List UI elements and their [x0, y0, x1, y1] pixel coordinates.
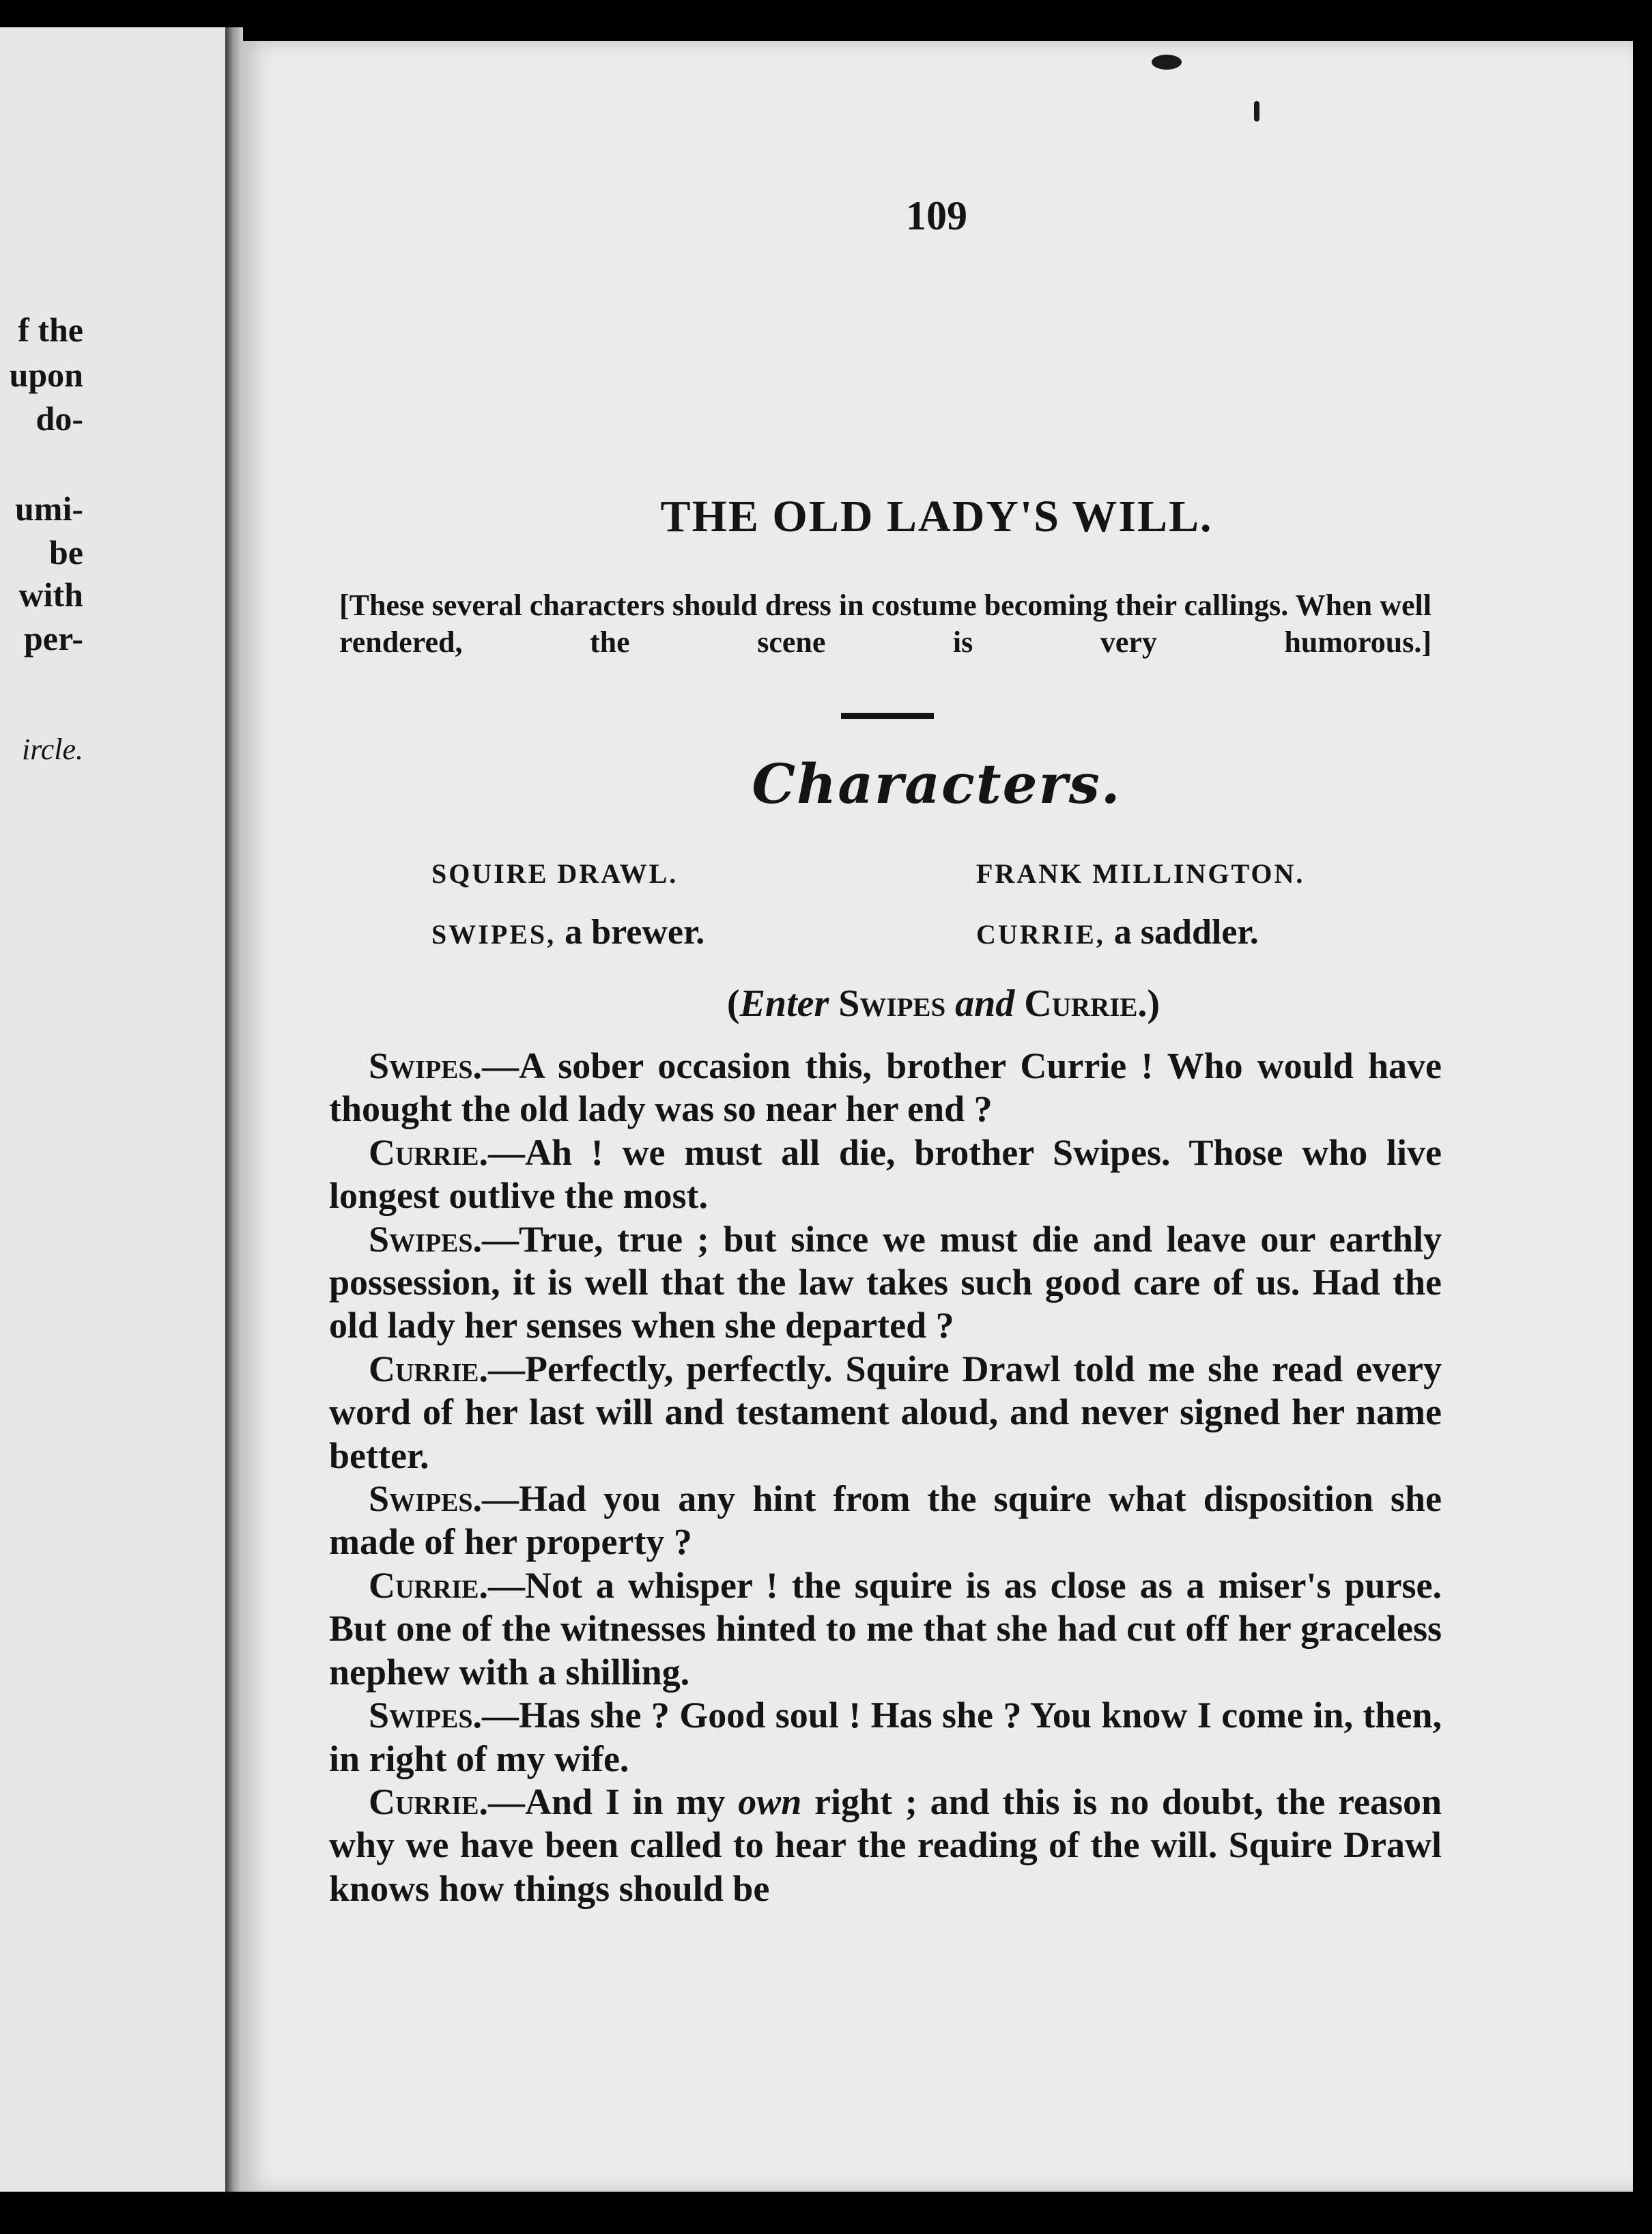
left-page-fragment: with: [18, 576, 83, 614]
dialogue-text: .—Perfectly, perfectly. Squire Drawl told me she read every word of her last will and testament aloud, and never signed her name better.: [329, 1348, 1442, 1476]
dialogue-text: right ; and this is no doubt, the reason why we have been called to hear the reading of the will. Squire Drawl knows how things should be: [329, 1781, 1442, 1909]
dialogue-line: [329, 1564, 1442, 1694]
dialogue-text: .—A sober occasion this, brother Currie ! Who would have thought the old lady was so near her end ?: [329, 1045, 1442, 1130]
left-page-fragment: umi-: [15, 490, 83, 528]
dialogue-line: [329, 1694, 1442, 1781]
character-entry: [976, 912, 1259, 952]
paren: (: [726, 982, 740, 1025]
speaker-name: Currie: [369, 1131, 479, 1173]
character-name: SWIPES,: [431, 919, 556, 950]
page-title: THE OLD LADY'S WILL.: [660, 492, 1213, 541]
ink-spot: [1254, 101, 1259, 122]
dialogue-text: .—Not a whisper ! the squire is as close as a miser's purse. But one of the witnesses hinted to me that she had cut off her graceless nephew with a shilling.: [329, 1564, 1442, 1693]
speaker-name: Swipes: [369, 1478, 473, 1520]
dialogue-line: [329, 1477, 1442, 1564]
stage-direction-name: Swipes: [838, 982, 946, 1025]
dialogue-line: [329, 1218, 1442, 1348]
paren: .): [1137, 982, 1160, 1025]
speaker-name: Swipes: [369, 1695, 473, 1736]
left-page-fragment: ircle.: [22, 733, 83, 766]
left-page-fragment: f the: [18, 311, 83, 349]
left-page-fragment: do-: [35, 399, 83, 438]
characters-heading: Characters.: [752, 752, 1122, 816]
stage-direction-and: and: [955, 982, 1015, 1025]
left-page-fragment: upon: [9, 356, 83, 394]
right-page: [240, 41, 1633, 2192]
character-description: a saddler.: [1113, 913, 1259, 952]
stage-direction: [602, 982, 1285, 1025]
divider-rule: [841, 713, 934, 719]
character-name: FRANK MILLINGTON.: [976, 858, 1305, 889]
speaker-name: Currie: [369, 1564, 479, 1606]
stage-direction-enter: Enter: [739, 982, 829, 1025]
page-number: 109: [906, 193, 967, 238]
left-page-fragment: per-: [24, 619, 83, 658]
character-name: CURRIE,: [976, 919, 1105, 950]
character-list-row: [431, 858, 1387, 899]
dialogue-block: [329, 1045, 1442, 1910]
dialogue-text: .—Ah ! we must all die, brother Swipes. Those who live longest outlive the most.: [329, 1131, 1442, 1217]
left-page-edge: [0, 27, 227, 2192]
speaker-name: Currie: [369, 1781, 479, 1822]
left-page-fragment: be: [49, 533, 83, 571]
speaker-name: Currie: [369, 1348, 479, 1389]
dialogue-line: [329, 1348, 1442, 1477]
dialogue-text: .—Had you any hint from the squire what disposition she made of her property ?: [329, 1478, 1442, 1563]
speaker-name: Swipes: [369, 1045, 473, 1086]
character-description: a brewer.: [565, 913, 705, 952]
dialogue-line: [329, 1045, 1442, 1131]
intro-note: [These several characters should dress in costume becoming their callings. When well rendered, the scene is very humorous.]: [339, 589, 1432, 659]
dialogue-emphasis: own: [738, 1781, 802, 1822]
dialogue-line: [329, 1131, 1442, 1218]
character-entry: [431, 912, 704, 952]
dialogue-line: [329, 1781, 1442, 1910]
dialogue-text: .—Has she ? Good soul ! Has she ? You know I come in, then, in right of my wife.: [329, 1695, 1442, 1779]
stage-direction-name: Currie: [1024, 982, 1138, 1025]
ink-spot: [1152, 55, 1182, 70]
character-name: SQUIRE DRAWL.: [431, 858, 679, 889]
dialogue-text: .—True, true ; but since we must die and leave our earthly possession, it is well that the law takes such good care of us. Had the old lady her senses when she departed ?: [329, 1218, 1442, 1346]
character-list-row: [431, 912, 1387, 953]
dialogue-text: .—And I in my: [479, 1781, 739, 1822]
speaker-name: Swipes: [369, 1218, 473, 1260]
